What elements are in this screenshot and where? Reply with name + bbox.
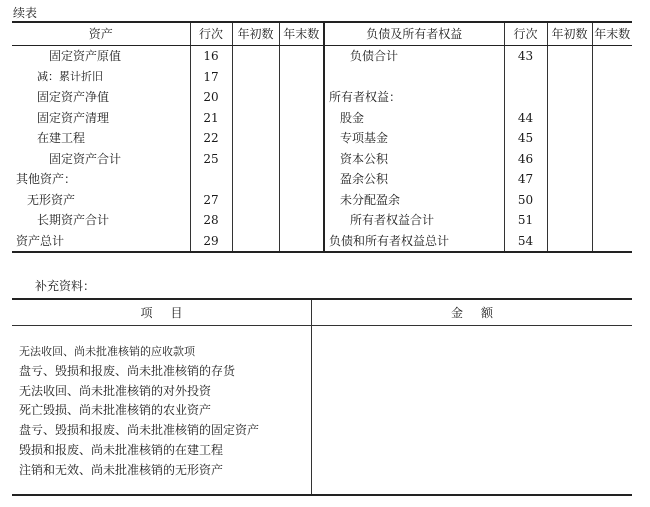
header-amount: 金额 (450, 306, 511, 320)
table-row (12, 108, 632, 129)
end-cell (279, 87, 324, 108)
asset-cell: 无形资产 (27, 192, 76, 207)
header-row-no-2: 行次 (504, 22, 547, 46)
begin-cell (232, 231, 279, 253)
end-cell (592, 108, 632, 129)
liab-cell: 未分配盈余 (324, 190, 504, 211)
liab-cell: 所有者权益合计 (324, 210, 504, 231)
begin-cell (547, 169, 592, 190)
asset-cell: 在建工程 (37, 131, 86, 145)
begin-cell (232, 149, 279, 170)
liab-cell: 所有者权益： (324, 87, 504, 108)
liab-row-no: 44 (504, 108, 547, 129)
liab-row-no: 51 (504, 210, 547, 231)
column-divider (311, 300, 312, 494)
begin-cell (547, 149, 592, 170)
supplementary-item-list (19, 342, 259, 481)
table-row (12, 46, 632, 67)
asset-cell: 资产总计 (12, 231, 190, 253)
begin-cell (547, 67, 592, 88)
asset-row-no: 21 (190, 108, 232, 129)
list-item: 毁损和报废、尚未批准核销的在建工程 (19, 442, 224, 457)
asset-row-no: 29 (190, 231, 232, 253)
header-begin: 年初数 (232, 22, 279, 46)
continued-caption: 续表 (13, 6, 38, 20)
asset-cell: 减：累计折旧 (37, 69, 103, 83)
begin-cell (547, 108, 592, 129)
liab-cell: 负债和所有者权益总计 (324, 231, 504, 253)
liab-cell: 负债合计 (324, 46, 504, 67)
header-begin-2: 年初数 (547, 22, 592, 46)
begin-cell (232, 210, 279, 231)
asset-row-no: 25 (190, 149, 232, 170)
liab-row-no: 45 (504, 128, 547, 149)
liab-cell (324, 67, 504, 88)
end-cell (279, 210, 324, 231)
asset-cell: 固定资产净值 (37, 90, 110, 104)
list-item: 无法收回、尚未批准核销的应收款项 (19, 345, 195, 358)
liab-row-no (504, 87, 547, 108)
asset-row-no: 16 (190, 46, 232, 67)
header-divider (12, 325, 632, 326)
asset-cell: 固定资产合计 (49, 151, 122, 166)
balance-sheet-table (12, 21, 632, 253)
list-item: 盘亏、毁损和报废、尚未批准核销的存货 (19, 363, 236, 378)
end-cell (279, 128, 324, 149)
begin-cell (232, 169, 279, 190)
liab-cell: 专项基金 (324, 128, 504, 149)
end-cell (592, 87, 632, 108)
end-cell (592, 149, 632, 170)
begin-cell (547, 87, 592, 108)
header-end-2: 年末数 (592, 22, 632, 46)
table-row (12, 169, 632, 190)
list-item: 无法收回、尚未批准核销的对外投资 (19, 383, 212, 398)
asset-row-no: 27 (190, 190, 232, 211)
begin-cell (232, 46, 279, 67)
asset-cell: 固定资产清理 (37, 110, 110, 125)
end-cell (592, 231, 632, 253)
list-item: 注销和无效、尚未批准核销的无形资产 (19, 462, 224, 477)
asset-row-no: 22 (190, 128, 232, 149)
header-end: 年末数 (279, 22, 324, 46)
liab-cell: 盈余公积 (324, 169, 504, 190)
liab-cell: 资本公积 (324, 149, 504, 170)
table-row (12, 210, 632, 231)
end-cell (592, 169, 632, 190)
end-cell (279, 108, 324, 129)
asset-row-no: 17 (190, 67, 232, 88)
liab-row-no: 50 (504, 190, 547, 211)
begin-cell (547, 210, 592, 231)
begin-cell (547, 46, 592, 67)
supplementary-table (12, 298, 632, 496)
liab-row-no (504, 67, 547, 88)
begin-cell (232, 128, 279, 149)
begin-cell (232, 190, 279, 211)
table-header-row (12, 22, 632, 46)
liab-row-no: 43 (504, 46, 547, 67)
header-asset: 资产 (12, 22, 190, 46)
list-item: 死亡毁损、尚未批准核销的农业资产 (19, 403, 212, 418)
begin-cell (547, 231, 592, 253)
end-cell (592, 128, 632, 149)
table-row (12, 231, 632, 253)
asset-cell: 固定资产原值 (49, 49, 122, 63)
asset-row-no: 28 (190, 210, 232, 231)
end-cell (592, 67, 632, 88)
begin-cell (547, 128, 592, 149)
end-cell (279, 46, 324, 67)
header-row-no: 行次 (190, 22, 232, 46)
begin-cell (232, 87, 279, 108)
asset-cell: 长期资产合计 (37, 213, 110, 227)
end-cell (279, 169, 324, 190)
liab-row-no: 54 (504, 231, 547, 253)
table-row (12, 67, 632, 88)
end-cell (592, 210, 632, 231)
liab-row-no: 46 (504, 149, 547, 170)
end-cell (279, 67, 324, 88)
end-cell (279, 149, 324, 170)
end-cell (592, 46, 632, 67)
table-row (12, 149, 632, 170)
begin-cell (232, 67, 279, 88)
end-cell (592, 190, 632, 211)
end-cell (279, 190, 324, 211)
asset-row-no: 20 (190, 87, 232, 108)
table-row (12, 128, 632, 149)
asset-cell: 其他资产： (16, 172, 77, 186)
end-cell (279, 231, 324, 253)
list-item: 盘亏、毁损和报废、尚未批准核销的固定资产 (19, 423, 260, 438)
table-row (12, 87, 632, 108)
liab-cell: 股金 (324, 108, 504, 129)
asset-row-no (190, 169, 232, 190)
supplementary-label: 补充资料： (35, 279, 96, 293)
begin-cell (232, 108, 279, 129)
header-liab: 负债及所有者权益 (324, 22, 504, 46)
table-row (12, 190, 632, 211)
begin-cell (547, 190, 592, 211)
liab-row-no: 47 (504, 169, 547, 190)
header-item: 项目 (140, 306, 201, 320)
